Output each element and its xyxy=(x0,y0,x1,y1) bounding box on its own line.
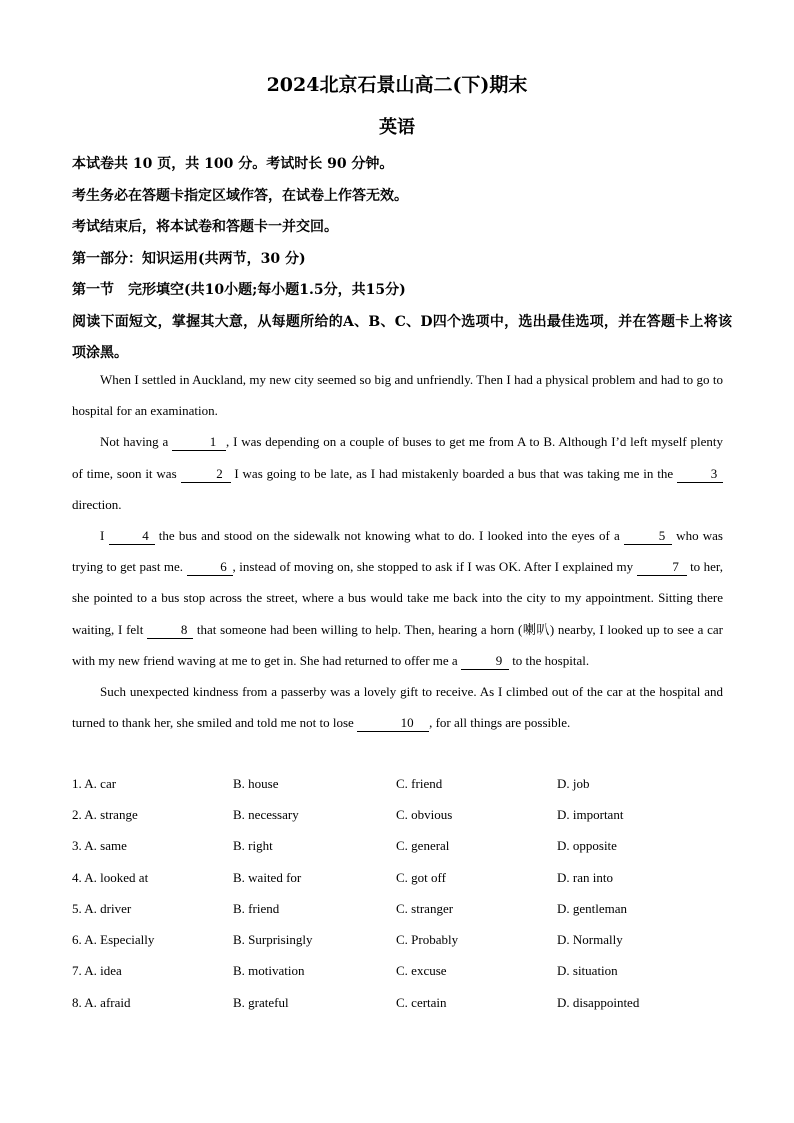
option-c: C. excuse xyxy=(396,963,447,979)
answer-options xyxy=(72,768,717,1018)
blank-6: 6 xyxy=(187,559,233,576)
option-a: 1. A. car xyxy=(72,775,117,791)
option-a: 4. A. looked at xyxy=(72,869,149,885)
option-a: 6. A. Especially xyxy=(72,932,155,948)
question-row xyxy=(72,768,717,799)
passage-paragraph: When I settled in Auckland, my new city seemed so big and unfriendly. Then I had a physical problem and had to go to hospital for an examination. xyxy=(72,372,723,419)
option-b: B. right xyxy=(233,838,273,854)
passage-text: to her, she pointed to a bus stop across the street, where a bus would take me back into the city to my appointment. Sitting there waiting, I felt xyxy=(72,559,723,637)
blank-9: 9 xyxy=(461,653,509,670)
instruction-line: 考生务必在答题卡指定区域作答，在试卷上作答无效。 xyxy=(72,187,408,204)
question-row xyxy=(72,987,717,1018)
option-d: D. job xyxy=(557,775,590,791)
option-c: C. got off xyxy=(396,869,446,885)
passage-paragraph xyxy=(72,676,723,738)
subject-heading: 英语 xyxy=(379,117,415,138)
instruction-line: 考试结束后，将本试卷和答题卡一并交回。 xyxy=(72,219,338,235)
option-c: C. certain xyxy=(396,994,447,1010)
option-c: C. friend xyxy=(396,775,443,791)
passage-text: direction. xyxy=(72,496,122,512)
option-a: 3. A. same xyxy=(72,838,127,854)
passage-text: , for all things are possible. xyxy=(429,715,571,731)
option-c: C. Probably xyxy=(396,932,459,948)
option-d: D. Normally xyxy=(557,932,623,948)
option-d: D. important xyxy=(557,806,624,822)
option-a: 7. A. idea xyxy=(72,963,122,979)
passage-paragraph xyxy=(72,426,723,520)
option-a: 5. A. driver xyxy=(72,900,132,916)
blank-3: 3 xyxy=(677,466,723,483)
question-row xyxy=(72,956,717,987)
passage-text: Such unexpected kindness from a passerby was a lovely gift to receive. As I climbed out of the car at the hospital and turned to thank her, she smiled and told me not to lose xyxy=(72,684,723,731)
option-b: B. grateful xyxy=(233,994,289,1010)
passage-text: I xyxy=(100,528,109,544)
option-b: B. necessary xyxy=(233,806,299,822)
part-heading: 第一部分：知识运用(共两节，30 分) xyxy=(72,250,306,267)
passage-text: I was going to be late, as I had mistakenly boarded a bus that was taking me in the xyxy=(230,465,678,481)
option-c: C. general xyxy=(396,838,450,854)
blank-4: 4 xyxy=(109,528,155,545)
option-b: B. motivation xyxy=(233,963,305,979)
question-row xyxy=(72,862,717,893)
option-b: B. waited for xyxy=(233,869,302,885)
option-d: D. opposite xyxy=(557,838,617,854)
exam-title: 2024北京石景山高二(下)期末 xyxy=(266,74,528,96)
option-d: D. situation xyxy=(557,963,618,979)
question-row xyxy=(72,893,717,924)
passage-text: the bus and stood on the sidewalk not knowing what to do. I looked into the eyes of a xyxy=(154,528,624,544)
question-row xyxy=(72,924,717,955)
passage-text: Not having a xyxy=(100,434,173,450)
option-d: D. gentleman xyxy=(557,900,628,916)
passage-text: to the hospital. xyxy=(508,652,590,668)
blank-7: 7 xyxy=(637,559,687,576)
blank-1: 1 xyxy=(172,434,226,451)
passage-text: , I was depending on a couple of buses to get me from A to B. Although I’d left myself plenty of time, soon it was xyxy=(72,434,723,481)
cloze-passage xyxy=(72,364,723,738)
section-directions: 阅读下面短文，掌握其大意，从每题所给的A、B、C、D四个选项中，选出最佳选项，并在答题卡上将该项涂黑。 xyxy=(72,313,732,361)
option-d: D. ran into xyxy=(557,869,613,885)
option-b: B. Surprisingly xyxy=(233,932,313,948)
option-a: 2. A. strange xyxy=(72,806,138,822)
question-row xyxy=(72,831,717,862)
question-row xyxy=(72,799,717,830)
option-b: B. friend xyxy=(233,900,280,916)
blank-2: 2 xyxy=(181,466,231,483)
option-c: C. stranger xyxy=(396,900,454,916)
instructions xyxy=(72,149,732,370)
section-heading: 第一节 完形填空(共10小题;每小题1.5分，共15分) xyxy=(72,282,406,298)
option-b: B. house xyxy=(233,775,279,791)
passage-text: who was trying to get past me. xyxy=(72,528,723,575)
blank-5: 5 xyxy=(624,528,672,545)
blank-10: 10 xyxy=(357,715,429,732)
option-a: 8. A. afraid xyxy=(72,994,131,1010)
passage-text: that someone had been willing to help. Then, hearing a horn (喇叭) nearby, I looked up to see a car with my new friend waving at me to get in. She had returned to offer me a xyxy=(72,621,723,668)
option-d: D. disappointed xyxy=(557,994,640,1010)
passage-paragraph xyxy=(72,520,723,676)
option-c: C. obvious xyxy=(396,806,453,822)
instruction-line: 本试卷共 10 页，共 100 分。考试时长 90 分钟。 xyxy=(72,156,394,172)
blank-8: 8 xyxy=(147,622,193,639)
passage-text: , instead of moving on, she stopped to ask if I was OK. After I explained my xyxy=(232,559,637,575)
